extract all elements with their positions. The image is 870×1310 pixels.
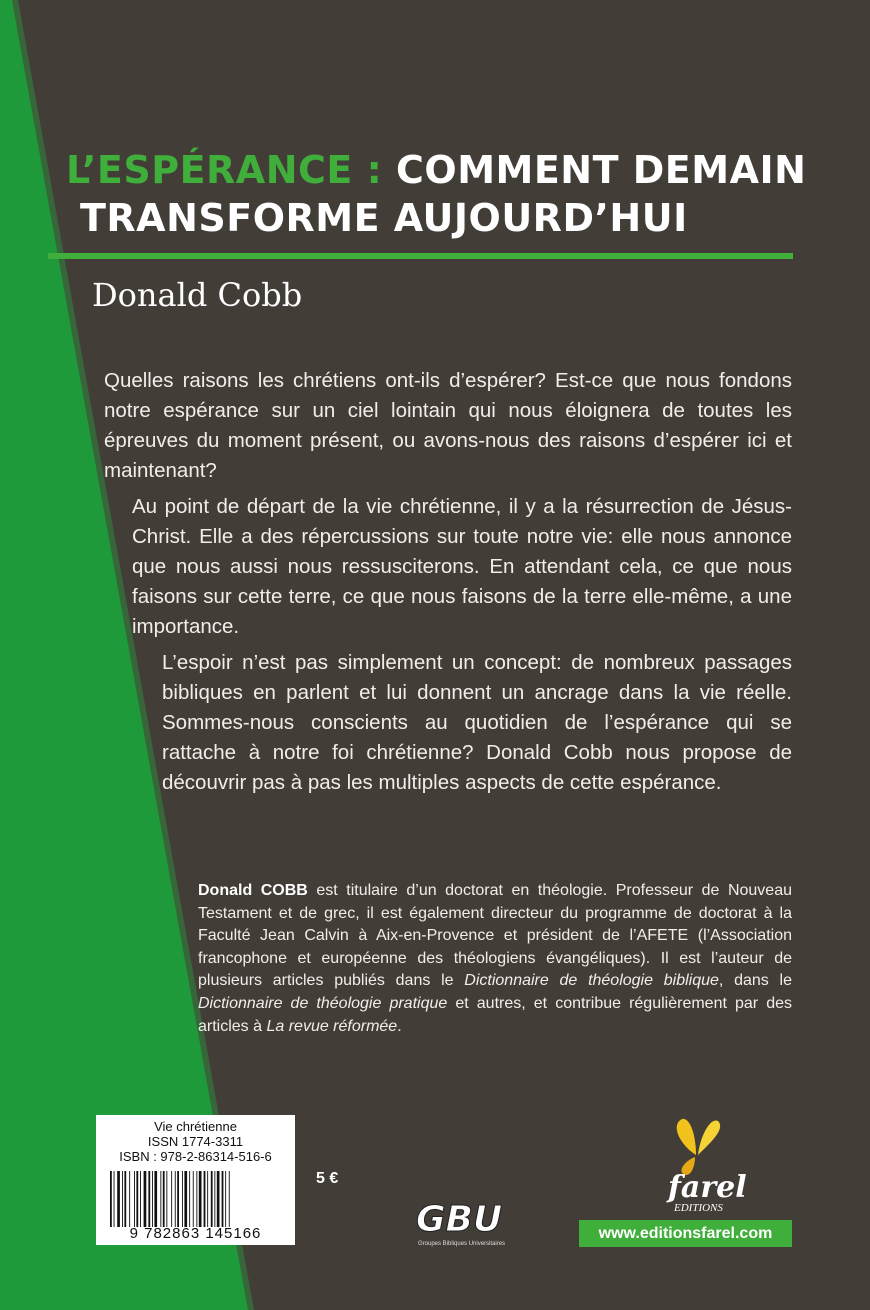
series-name: Vie chrétienne (154, 1119, 237, 1134)
bio-text: . (397, 1017, 402, 1035)
farel-logo-subtitle: EDITIONS (674, 1202, 723, 1214)
blurb-paragraph-1: Quelles raisons les chrétiens ont-ils d’espérer? Est-ce que nous fondons notre espérance sur un ciel lointain qui nous éloignera de toutes les épreuves du moment présent, ou avons-nous des raisons d’espérer ici et maintenant? (104, 369, 792, 482)
title-divider (48, 253, 793, 259)
barcode-icon (110, 1171, 282, 1227)
bio-author-name: Donald COBB (198, 882, 308, 899)
book-title (66, 146, 826, 242)
barcode-label (96, 1115, 295, 1245)
bio-text: est titulaire d’un doctorat en théologie. Professeur de Nouveau Testament et de grec, il est également directeur du programme de doctorat à la Faculté Jean Calvin à Aix-en-Provence et président de l’AFETE (l’Association francophone et européenne des théologiens évangéliques). Il est l’auteur de plusieurs articles publiés dans le (198, 882, 792, 990)
title-accent: L’ESPÉRANCE : (66, 148, 383, 192)
title-line-2: TRANSFORME AUJOURD’HUI (80, 196, 688, 240)
website-url[interactable]: www.editionsfarel.com (579, 1220, 792, 1247)
butterfly-icon (677, 1119, 720, 1175)
blurb-paragraph-3: L’espoir n’est pas simplement un concept: de nombreux passages bibliques en parlent et lui donnent un ancrage dans la vie réelle. Sommes-nous conscients au quotidien de l’espérance qui se rattache à notre foi chrétienne? Donald Cobb nous propose de découvrir pas à pas les multiples aspects de cette espérance. (162, 651, 792, 794)
gbu-logo-subtitle: Groupes Bibliques Universitaires (418, 1241, 506, 1247)
barcode-digits: 9 782863 145166 (129, 1225, 262, 1242)
author-bio (198, 880, 792, 1038)
bio-text: et autres, et contribue régulièrement par des articles à (198, 994, 792, 1035)
title-rest: COMMENT DEMAIN (382, 148, 807, 192)
author-name: Donald Cobb (92, 276, 303, 314)
farel-logo (640, 1115, 750, 1215)
bio-text: , dans le (718, 972, 793, 990)
bio-title-revue-reformee: La revue réformée (266, 1017, 398, 1035)
gbu-logo-text: GBU (416, 1199, 503, 1240)
blurb-paragraph-2: Au point de départ de la vie chrétienne, il y a la résurrection de Jésus-Christ. Elle a des répercussions sur toute notre vie: elle nous annonce que nous aussi nous ressusciterons. En attendant cela, ce que nous faisons sur cette terre, ce que nous faisons de la terre elle-même, a une importance. (132, 495, 792, 638)
bio-title-dictionnaire-biblique: Dictionnaire de théologie biblique (464, 972, 719, 990)
price: 5 € (316, 1170, 339, 1187)
gbu-logo (412, 1195, 524, 1251)
bio-title-dictionnaire-pratique: Dictionnaire de théologie pratique (198, 994, 448, 1012)
isbn: ISBN : 978-2-86314-516-6 (119, 1149, 272, 1164)
farel-logo-text: farel (668, 1170, 747, 1205)
issn: ISSN 1774-3311 (147, 1134, 244, 1149)
